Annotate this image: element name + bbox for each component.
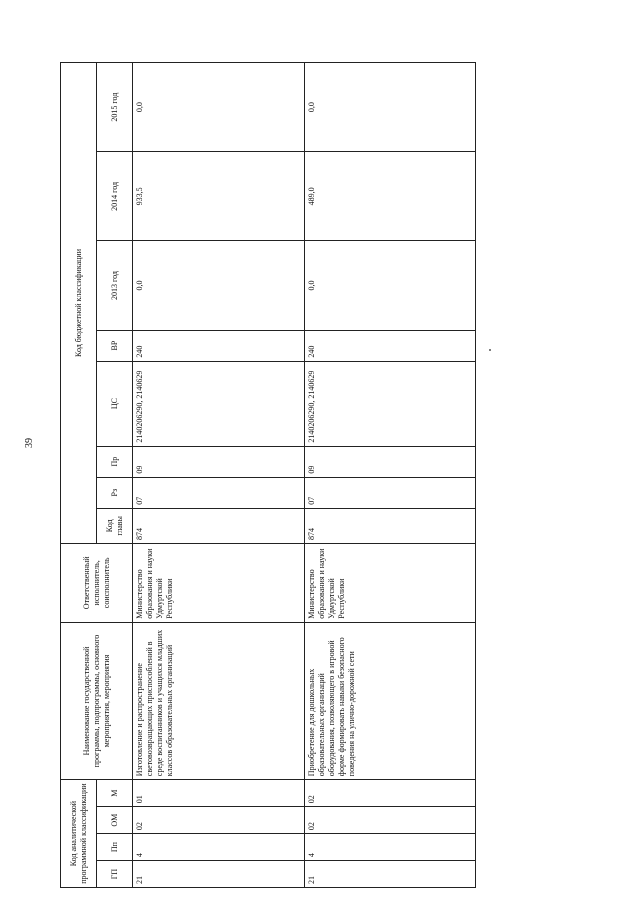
- table-row: [133, 63, 305, 888]
- pp-cell: 4: [133, 834, 305, 861]
- analytic-code-header: Код аналитической программной классификации: [61, 780, 97, 888]
- name-cell: Изготовление и распространение световозвращающих приспособлений в среде воспитанников и учащихся младших классов образовательных организаций: [133, 622, 305, 780]
- rz-cell: 07: [304, 477, 476, 508]
- year-2013-header: 2013 год: [97, 241, 133, 330]
- budget-table: [60, 62, 476, 888]
- om-cell: 02: [133, 807, 305, 834]
- gp-header: ГП: [97, 861, 133, 888]
- year-2014-cell: 489,0: [304, 152, 476, 241]
- pp-header: Пп: [97, 834, 133, 861]
- year-2014-header: 2014 год: [97, 152, 133, 241]
- cs-cell: 2140206290, 2140629: [133, 361, 305, 446]
- year-2013-cell: 0,0: [304, 241, 476, 330]
- page-number: 39: [24, 438, 35, 448]
- m-cell: 02: [304, 780, 476, 807]
- kod-glavy-cell: 874: [133, 508, 305, 543]
- responsible-cell: Министерство образования и науки Удмуртской Республики: [304, 543, 476, 622]
- rz-header: Рз: [97, 477, 133, 508]
- table-row: [304, 63, 476, 888]
- om-cell: 02: [304, 807, 476, 834]
- vr-cell: 240: [133, 330, 305, 361]
- name-cell: Приобретение для дошкольных образовательных организаций оборудования, позволяющего в игровой форме формировать навыки безопасного поведения на улично-дорожной сети: [304, 622, 476, 780]
- budget-code-header: Код бюджетной классификации: [61, 63, 97, 544]
- vr-header: ВР: [97, 330, 133, 361]
- rz-cell: 07: [133, 477, 305, 508]
- header-row-1: [61, 63, 97, 888]
- vr-cell: 240: [304, 330, 476, 361]
- cs-cell: 2140206290, 2140629: [304, 361, 476, 446]
- kod-glavy-header: Код главы: [97, 508, 133, 543]
- cs-header: ЦС: [97, 361, 133, 446]
- responsible-header: Ответственный исполнитель, соисполнитель: [61, 543, 133, 622]
- gp-cell: 21: [304, 861, 476, 888]
- pr-header: Пр: [97, 446, 133, 477]
- pr-cell: 09: [133, 446, 305, 477]
- year-2014-cell: 933,5: [133, 152, 305, 241]
- responsible-cell: Министерство образования и науки Удмуртской Республики: [133, 543, 305, 622]
- year-2013-cell: 0,0: [133, 241, 305, 330]
- m-header: М: [97, 780, 133, 807]
- name-header: Наименование государственной программы, подпрограммы, основного мероприятия, мероприятия: [61, 622, 133, 780]
- year-2015-cell: 0,0: [133, 63, 305, 152]
- kod-glavy-cell: 874: [304, 508, 476, 543]
- pp-cell: 4: [304, 834, 476, 861]
- year-2015-cell: 0,0: [304, 63, 476, 152]
- scan-speck: [489, 349, 491, 351]
- om-header: ОМ: [97, 807, 133, 834]
- year-2015-header: 2015 год: [97, 63, 133, 152]
- pr-cell: 09: [304, 446, 476, 477]
- m-cell: 01: [133, 780, 305, 807]
- gp-cell: 21: [133, 861, 305, 888]
- rotated-table-wrapper: [60, 62, 476, 888]
